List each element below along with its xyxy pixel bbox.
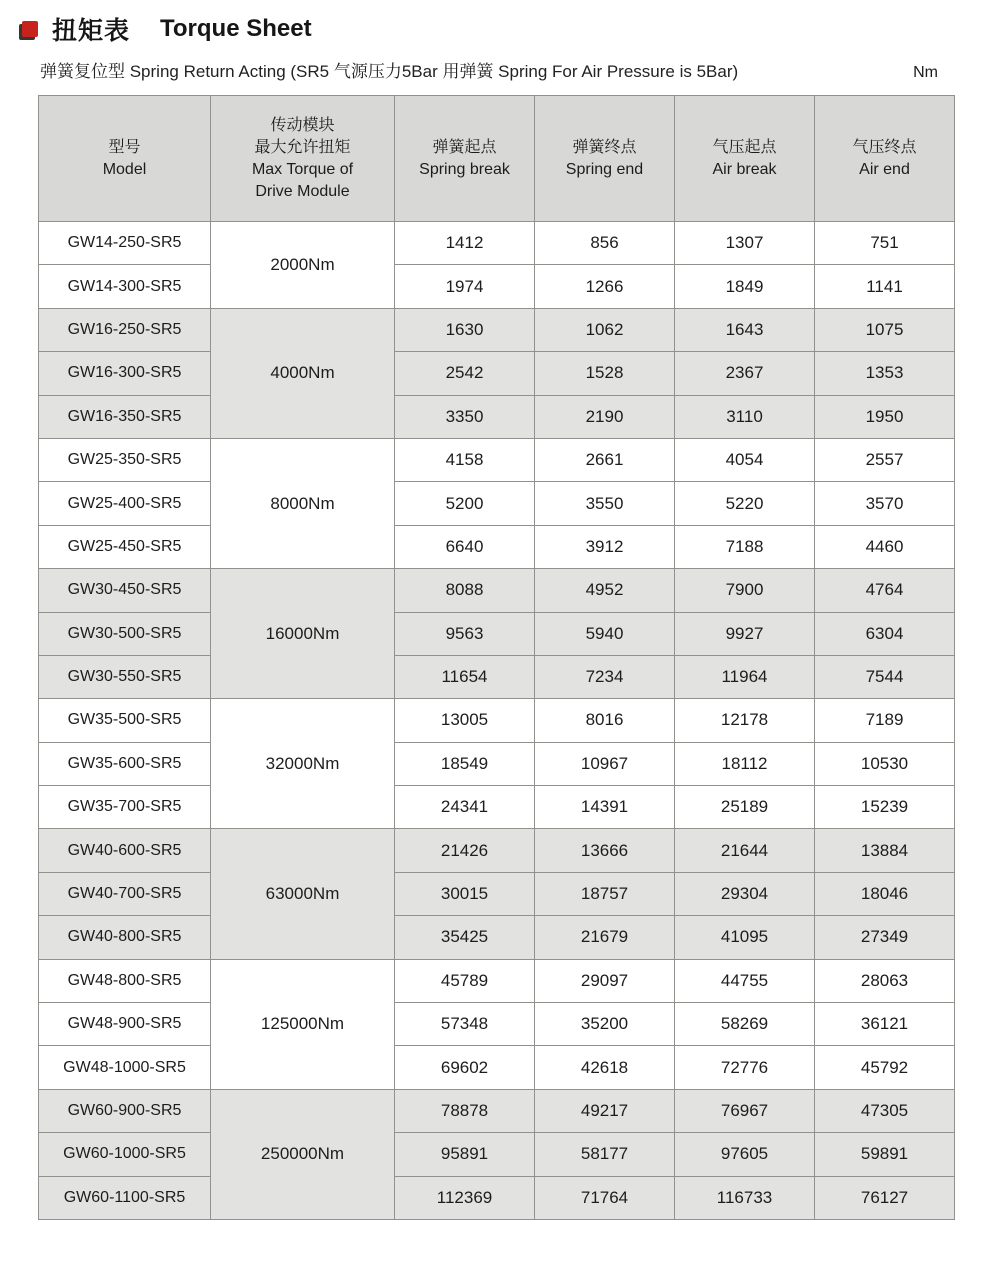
value-cell: 30015 (395, 872, 535, 915)
value-cell: 18112 (675, 742, 815, 785)
value-cell: 59891 (815, 1133, 955, 1176)
value-cell: 76127 (815, 1176, 955, 1219)
value-cell: 1630 (395, 308, 535, 351)
value-cell: 1075 (815, 308, 955, 351)
header-line-zh: 弹簧终点 (572, 138, 637, 156)
value-cell: 7234 (535, 655, 675, 698)
model-cell: GW48-1000-SR5 (39, 1046, 211, 1089)
table-row (39, 482, 955, 525)
value-cell: 1062 (535, 308, 675, 351)
value-cell: 1141 (815, 265, 955, 308)
torque-cell: 8000Nm (211, 438, 395, 568)
value-cell: 1950 (815, 395, 955, 438)
table-row (39, 569, 955, 612)
col-header-model (39, 96, 211, 222)
value-cell: 12178 (675, 699, 815, 742)
model-cell: GW48-900-SR5 (39, 1003, 211, 1046)
value-cell: 5200 (395, 482, 535, 525)
value-cell: 4952 (535, 569, 675, 612)
value-cell: 69602 (395, 1046, 535, 1089)
header-line-en: Drive Module (255, 182, 350, 200)
table-row (39, 1046, 955, 1089)
model-cell: GW16-250-SR5 (39, 308, 211, 351)
value-cell: 21679 (535, 916, 675, 959)
value-cell: 2661 (535, 438, 675, 481)
model-cell: GW60-900-SR5 (39, 1089, 211, 1132)
header-line-zh: 最大允许扭矩 (254, 138, 351, 156)
value-cell: 3550 (535, 482, 675, 525)
torque-table (38, 95, 955, 1220)
table-row (39, 1089, 955, 1132)
model-cell: GW35-700-SR5 (39, 786, 211, 829)
value-cell: 1353 (815, 352, 955, 395)
value-cell: 21644 (675, 829, 815, 872)
value-cell: 3350 (395, 395, 535, 438)
value-cell: 9563 (395, 612, 535, 655)
model-cell: GW14-250-SR5 (39, 222, 211, 265)
value-cell: 10530 (815, 742, 955, 785)
value-cell: 5220 (675, 482, 815, 525)
model-cell: GW48-800-SR5 (39, 959, 211, 1002)
table-row (39, 1133, 955, 1176)
value-cell: 13005 (395, 699, 535, 742)
value-cell: 3570 (815, 482, 955, 525)
model-cell: GW25-450-SR5 (39, 525, 211, 568)
table-row (39, 742, 955, 785)
header-row (39, 96, 955, 222)
header-line-zh: 弹簧起点 (432, 138, 497, 156)
model-cell: GW16-300-SR5 (39, 352, 211, 395)
value-cell: 42618 (535, 1046, 675, 1089)
header-line-zh: 气压终点 (852, 138, 917, 156)
table-row (39, 438, 955, 481)
value-cell: 4764 (815, 569, 955, 612)
value-cell: 7544 (815, 655, 955, 698)
value-cell: 1307 (675, 222, 815, 265)
table-row (39, 786, 955, 829)
value-cell: 10967 (535, 742, 675, 785)
table-row (39, 265, 955, 308)
value-cell: 18549 (395, 742, 535, 785)
value-cell: 7900 (675, 569, 815, 612)
header-line-en: Max Torque of (251, 160, 354, 178)
value-cell: 27349 (815, 916, 955, 959)
table-row (39, 395, 955, 438)
value-cell: 7188 (675, 525, 815, 568)
page-title-en: Torque Sheet (160, 15, 312, 42)
value-cell: 76967 (675, 1089, 815, 1132)
table-row (39, 308, 955, 351)
page-header (0, 0, 1000, 82)
table-row (39, 959, 955, 1002)
value-cell: 1528 (535, 352, 675, 395)
model-cell: GW16-350-SR5 (39, 395, 211, 438)
table-row (39, 699, 955, 742)
value-cell: 2367 (675, 352, 815, 395)
header-line-en: Spring break (419, 160, 510, 178)
table-header (39, 96, 955, 222)
header-line-zh: 传动模块 (270, 116, 335, 134)
value-cell: 58177 (535, 1133, 675, 1176)
value-cell: 29097 (535, 959, 675, 1002)
value-cell: 15239 (815, 786, 955, 829)
value-cell: 13666 (535, 829, 675, 872)
table-row (39, 916, 955, 959)
header-line-en: Model (102, 160, 147, 178)
table-row (39, 352, 955, 395)
value-cell: 41095 (675, 916, 815, 959)
torque-cell: 4000Nm (211, 308, 395, 438)
value-cell: 25189 (675, 786, 815, 829)
torque-cell: 125000Nm (211, 959, 395, 1089)
value-cell: 57348 (395, 1003, 535, 1046)
model-cell: GW40-600-SR5 (39, 829, 211, 872)
col-header-spring-break (395, 96, 535, 222)
value-cell: 28063 (815, 959, 955, 1002)
value-cell: 14391 (535, 786, 675, 829)
value-cell: 1974 (395, 265, 535, 308)
value-cell: 13884 (815, 829, 955, 872)
col-header-spring-end (535, 96, 675, 222)
subtitle-row (40, 57, 938, 82)
page-title-zh: 扭矩表 (52, 17, 131, 45)
value-cell: 751 (815, 222, 955, 265)
value-cell: 18757 (535, 872, 675, 915)
model-cell: GW40-800-SR5 (39, 916, 211, 959)
value-cell: 29304 (675, 872, 815, 915)
header-line-en: Air break (712, 160, 777, 178)
value-cell: 1849 (675, 265, 815, 308)
table-row (39, 612, 955, 655)
value-cell: 45792 (815, 1046, 955, 1089)
value-cell: 35200 (535, 1003, 675, 1046)
header-line-zh: 型号 (108, 138, 141, 156)
model-cell: GW40-700-SR5 (39, 872, 211, 915)
value-cell: 97605 (675, 1133, 815, 1176)
model-cell: GW14-300-SR5 (39, 265, 211, 308)
table-row (39, 829, 955, 872)
value-cell: 45789 (395, 959, 535, 1002)
value-cell: 4054 (675, 438, 815, 481)
table-row (39, 525, 955, 568)
value-cell: 112369 (395, 1176, 535, 1219)
value-cell: 2542 (395, 352, 535, 395)
value-cell: 36121 (815, 1003, 955, 1046)
value-cell: 21426 (395, 829, 535, 872)
model-cell: GW25-400-SR5 (39, 482, 211, 525)
value-cell: 58269 (675, 1003, 815, 1046)
table-row (39, 655, 955, 698)
value-cell: 11964 (675, 655, 815, 698)
torque-cell: 16000Nm (211, 569, 395, 699)
red-square-bullet-icon (22, 21, 38, 37)
value-cell: 4460 (815, 525, 955, 568)
value-cell: 8088 (395, 569, 535, 612)
model-cell: GW30-550-SR5 (39, 655, 211, 698)
value-cell: 3110 (675, 395, 815, 438)
model-cell: GW35-600-SR5 (39, 742, 211, 785)
value-cell: 78878 (395, 1089, 535, 1132)
value-cell: 1266 (535, 265, 675, 308)
torque-cell: 2000Nm (211, 222, 395, 309)
table-row (39, 1003, 955, 1046)
value-cell: 6304 (815, 612, 955, 655)
value-cell: 6640 (395, 525, 535, 568)
value-cell: 11654 (395, 655, 535, 698)
value-cell: 1643 (675, 308, 815, 351)
model-cell: GW35-500-SR5 (39, 699, 211, 742)
table-row (39, 1176, 955, 1219)
model-cell: GW25-350-SR5 (39, 438, 211, 481)
table-row (39, 222, 955, 265)
value-cell: 3912 (535, 525, 675, 568)
value-cell: 49217 (535, 1089, 675, 1132)
value-cell: 116733 (675, 1176, 815, 1219)
header-line-zh: 气压起点 (712, 138, 777, 156)
unit-label: Nm (913, 64, 938, 81)
value-cell: 71764 (535, 1176, 675, 1219)
table-body (39, 222, 955, 1220)
header-line-en: Air end (859, 160, 910, 178)
value-cell: 8016 (535, 699, 675, 742)
value-cell: 4158 (395, 438, 535, 481)
value-cell: 72776 (675, 1046, 815, 1089)
torque-cell: 63000Nm (211, 829, 395, 959)
title-row (22, 13, 1000, 45)
header-line-en: Spring end (565, 160, 644, 178)
col-header-max-torque (211, 96, 395, 222)
model-cell: GW60-1100-SR5 (39, 1176, 211, 1219)
value-cell: 2557 (815, 438, 955, 481)
torque-cell: 32000Nm (211, 699, 395, 829)
torque-cell: 250000Nm (211, 1089, 395, 1219)
value-cell: 5940 (535, 612, 675, 655)
col-header-air-end (815, 96, 955, 222)
model-cell: GW30-500-SR5 (39, 612, 211, 655)
value-cell: 1412 (395, 222, 535, 265)
subtitle-text: 弹簧复位型 Spring Return Acting (SR5 气源压力5Bar 用弹簧 Spring For Air Pressure is 5Bar) (40, 62, 739, 81)
value-cell: 18046 (815, 872, 955, 915)
value-cell: 44755 (675, 959, 815, 1002)
table-row (39, 872, 955, 915)
value-cell: 47305 (815, 1089, 955, 1132)
value-cell: 2190 (535, 395, 675, 438)
value-cell: 7189 (815, 699, 955, 742)
model-cell: GW30-450-SR5 (39, 569, 211, 612)
value-cell: 24341 (395, 786, 535, 829)
value-cell: 35425 (395, 916, 535, 959)
value-cell: 95891 (395, 1133, 535, 1176)
col-header-air-break (675, 96, 815, 222)
model-cell: GW60-1000-SR5 (39, 1133, 211, 1176)
value-cell: 9927 (675, 612, 815, 655)
value-cell: 856 (535, 222, 675, 265)
